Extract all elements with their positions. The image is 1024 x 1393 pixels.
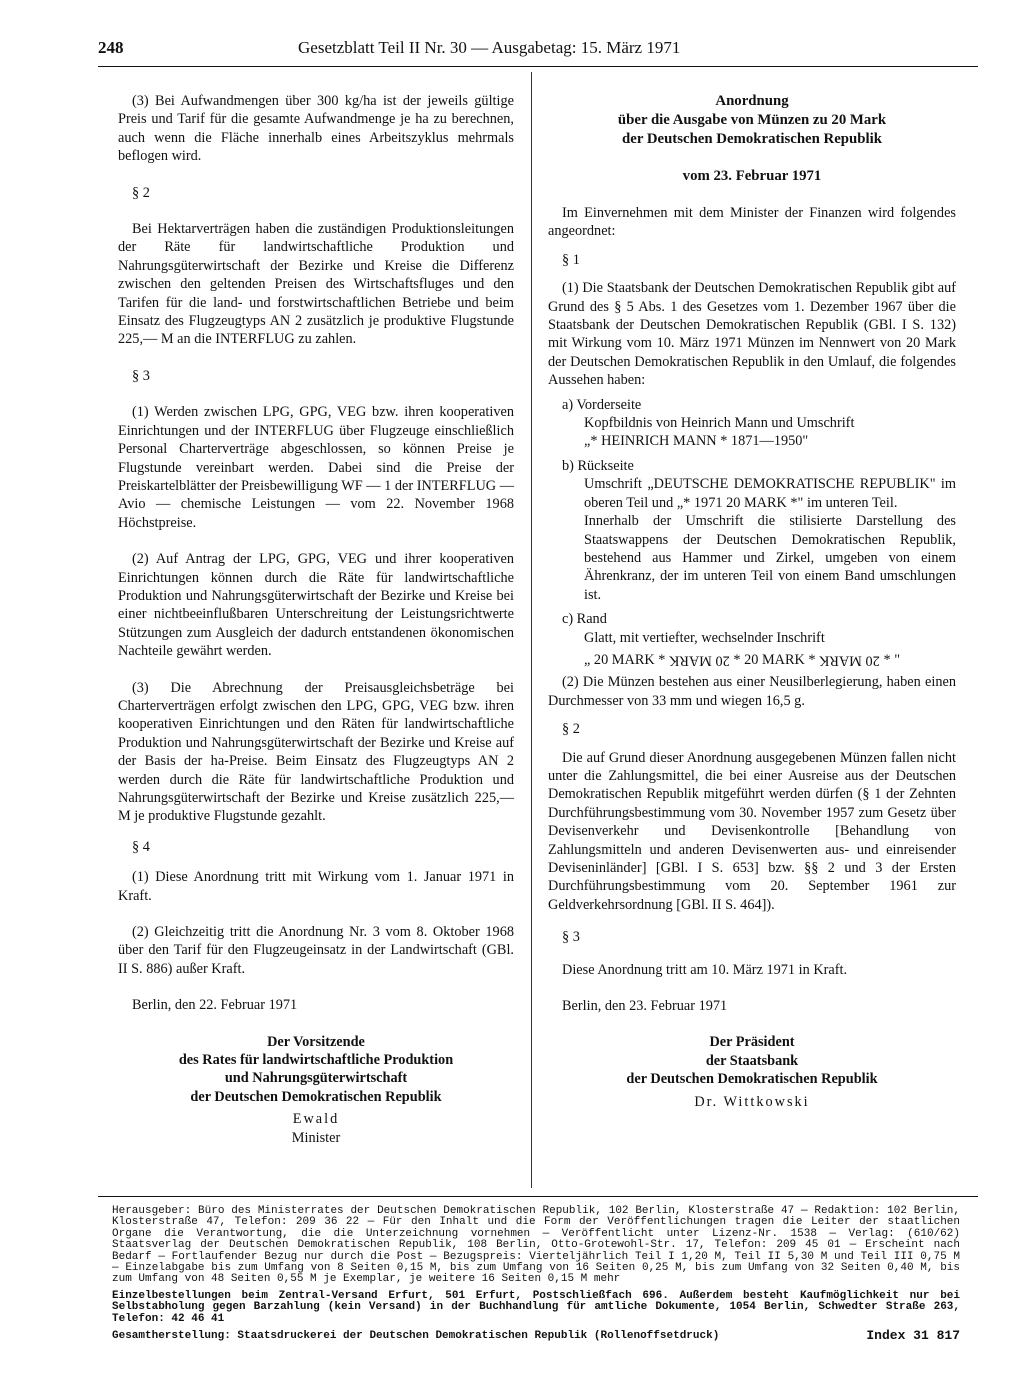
inscription-part: „ 20 MARK *: [584, 651, 669, 668]
imprint: Herausgeber: Büro des Ministerrates der Deutschen Demokratischen Republik, 102 Berlin, Klosterstraße 47 — Redaktion: 102 Berlin, Klosterstraße 47, Telefon: 209 36 22 — Für den Inhalt und die Form der Veröffentlichungen tragen die Leiter der staatlichen Organe die Verantwortung, die die Unterzeichnung vornehmen — Veröffentlicht unter Lizenz-Nr. 1538 — Verlag: (610/62) Staatsverlag der Deutschen Demokratischen Republik, 108 Berlin, Otto-Grotewohl-Str. 17, Telefon: 209 45 01 — Erscheint nach Bedarf — Fortlaufender Bezug nur durch die Post — Bezugspreis: Vierteljährlich Teil I 1,20 M, Teil II 5,30 M und Teil III 0,75 M — Einzelabgabe bis zum Umfang von 8 Seiten 0,15 M, bis zum Umfang von 16 Seiten 0,25 M, bis zum Umfang von 32 Seiten 0,40 M, bis zum Umfang von 48 Seiten 0,55 M je Exemplar, je weitere 16 Seiten 0,15 M mehr: [112, 1205, 960, 1286]
header-title: Gesetzblatt Teil II Nr. 30 — Ausgabetag: 15. März 1971: [298, 38, 681, 57]
right-column: [548, 92, 956, 1111]
signature-title: der Deutschen Demokratischen Republik: [626, 1071, 878, 1088]
list-text: Innerhalb der Umschrift die stilisierte Darstellung des Staatswappens der Deutschen Demokratischen Republik, bestehend aus Hammer und Zirkel, umgeben von einem Ährenkranz, der im unteren Teil von einem Band umschlungen ist.: [584, 513, 956, 603]
index-number: Index 31 817: [866, 1328, 960, 1343]
left-column: [118, 92, 514, 1147]
section-heading: § 4: [132, 838, 150, 855]
signature-name: Dr. Wittkowski: [694, 1093, 810, 1110]
list-text: „* HEINRICH MANN * 1871—1950": [584, 433, 809, 450]
paragraph: (3) Bei Aufwandmengen über 300 kg/ha ist der jeweils gültige Preis und Tarif für die gesamte Aufwandmenge je ha zu berechnen, auch wenn die Fläche innerhalb eines Arbeitszyklus mehrmals beflogen wird.: [118, 93, 514, 165]
section-heading: § 1: [562, 251, 580, 268]
inscription-inverted: 20 MARK: [819, 652, 880, 669]
paragraph: (1) Diese Anordnung tritt mit Wirkung vom 1. Januar 1971 in Kraft.: [118, 869, 514, 904]
paragraph: (2) Auf Antrag der LPG, GPG, VEG und ihrer kooperativen Einrichtungen können durch die Räte für landwirtschaftliche Produktion und Nahrungsgüterwirtschaft der Bezirke und Kreise bei einer nichtbeeinflußbaren Unterschreitung der Leistungsrichtwerte Stützungen zum Ausgleich der dadurch entstandenen ökonomischen Nachteile gewährt werden.: [118, 551, 514, 660]
header-rule: [98, 66, 978, 67]
decree-title: Anordnung: [715, 93, 789, 109]
signature-title: Der Vorsitzende: [267, 1033, 365, 1050]
section-heading: § 2: [132, 184, 150, 201]
signature-role: Minister: [291, 1129, 341, 1146]
paragraph: (3) Die Abrechnung der Preisausgleichsbeträge bei Charterverträgen erfolgt zwischen den LPG, GPG, VEG bzw. ihren kooperativen Einrichtungen und den Räten für landwirtschaftliche Produktion und Nahrungsgüterwirtschaft der Bezirke und Kreise auf der Basis der ha-Preise. Beim Einsatz des Flugzeugtyps AN 2 werden durch die Räte für landwirtschaftliche Produktion und Nahrungsgüterwirtschaft der Bezirke und Kreise zusätzlich 225,— M je produktive Flugstunde gezahlt.: [118, 679, 514, 825]
signature-title: Der Präsident: [709, 1034, 795, 1051]
footer-rule: [98, 1196, 978, 1197]
edge-inscription: [584, 651, 956, 669]
paragraph: Diese Anordnung tritt am 10. März 1971 in Kraft.: [562, 961, 848, 978]
paragraph: Die auf Grund dieser Anordnung ausgegebenen Münzen fallen nicht unter die Zahlungsmittel, die bei einer Ausreise aus der Deutschen Demokratischen Republik mitgeführt werden dürfen (§ 1 der Zehnten Durchführungsbestimmung vom 30. November 1957 zum Gesetz über Devisenverkehr und Devisenkontrolle [Behandlung von Zahlungsmitteln und anderen Devisenwerten aus- und einreisender Deviseninländer] [GBl. I S. 653] bzw. §§ 2 und 3 der Ersten Durchführungsbestimmung vom 20. September 1961 zur Geldverkehrsordnung [GBl. II S. 464]).: [548, 749, 956, 913]
printer-text: Gesamtherstellung: Staatsdruckerei der Deutschen Demokratischen Republik (Rollenoffsetdruck): [112, 1330, 720, 1342]
signature-title: des Rates für landwirtschaftliche Produktion: [178, 1052, 454, 1069]
printer-line: [112, 1330, 960, 1342]
section-heading: § 3: [562, 929, 580, 946]
decree-title: über die Ausgabe von Münzen zu 20 Mark: [617, 112, 887, 128]
signature-name: Ewald: [292, 1111, 340, 1128]
page-number: 248: [98, 38, 124, 57]
paragraph: (2) Gleichzeitig tritt die Anordnung Nr. 3 vom 8. Oktober 1968 über den Tarif für den Flugzeugeinsatz in der Landwirtschaft (GBl. II S. 886) außer Kraft.: [118, 924, 514, 977]
list-label: c) Rand: [562, 611, 607, 628]
place-date: Berlin, den 23. Februar 1971: [562, 998, 728, 1015]
decree-date: vom 23. Februar 1971: [682, 168, 822, 184]
column-divider: [531, 72, 532, 1188]
paragraph: (1) Werden zwischen LPG, GPG, VEG bzw. ihren kooperativen Einrichtungen und der INTERFLUG über Flugzeuge einschließlich Personal Charterverträge abgeschlossen, so können Preise je Flugstunde vereinbart werden. Dabei sind die Preise der Preiskartelblätter der Preisbewilligung WF — 1 der INTERFLUG — Avio — chemische Leistungen — vom 22. November 1968 Höchstpreise.: [118, 404, 515, 531]
list-label: a) Vorderseite: [562, 396, 642, 413]
list-text: Kopfbildnis von Heinrich Mann und Umschrift: [584, 415, 855, 432]
paragraph: Im Einvernehmen mit dem Minister der Finanzen wird folgendes angeordnet:: [548, 205, 956, 240]
inscription-part: * 20 MARK *: [729, 651, 820, 668]
paragraph: (1) Die Staatsbank der Deutschen Demokratischen Republik gibt auf Grund des § 5 Abs. 1 des Gesetzes vom 1. Dezember 1967 über die Staatsbank der Deutschen Demokratischen Republik (GBl. I S. 132) mit Wirkung vom 10. März 1971 Münzen im Nennwert von 20 Mark der Deutschen Demokratischen Republik in den Umlauf, die folgendes Aussehen haben:: [548, 280, 956, 389]
section-heading: § 3: [132, 367, 150, 384]
place-date: Berlin, den 22. Februar 1971: [132, 997, 298, 1014]
list-text: Glatt, mit vertiefter, wechselnder Inschrift: [584, 629, 825, 646]
inscription-inverted: 20 MARK: [669, 652, 730, 669]
order-info: Einzelbestellungen beim Zentral-Versand Erfurt, 501 Erfurt, Postschließfach 696. Außerdem besteht Kaufmöglichkeit nur bei Selbstabholung gegen Barzahlung (kein Versand) in der Buchhandlung für amtliche Dokumente, 1054 Berlin, Schwedter Straße 263, Telefon: 42 46 41: [112, 1290, 960, 1325]
list-text: Umschrift „DEUTSCHE DEMOKRATISCHE REPUBLIK" im oberen Teil und „* 1971 20 MARK *" im unteren Teil.: [584, 476, 956, 511]
paragraph: (2) Die Münzen bestehen aus einer Neusilberlegierung, haben einen Durchmesser von 33 mm und wiegen 16,5 g.: [548, 674, 956, 709]
paragraph: Bei Hektarverträgen haben die zuständigen Produktionsleitungen der Räte für landwirtschaftliche Produktion und Nahrungsgüterwirtschaft der Bezirke und Kreise die Differenz zwischen den geltenden Preisen des Wirtschaftsfluges und den Tarifen für die land- und forstwirtschaftlichen Betriebe und beim Einsatz des Flugzeugtyps AN 2 zusätzlich je produktive Flugstunde 225,— M an die INTERFLUG zu zahlen.: [118, 221, 514, 348]
section-heading: § 2: [562, 721, 580, 738]
signature-title: und Nahrungsgüterwirtschaft: [224, 1070, 408, 1087]
signature-title: der Deutschen Demokratischen Republik: [190, 1088, 442, 1105]
list-label: b) Rückseite: [562, 457, 634, 474]
signature-title: der Staatsbank: [705, 1052, 799, 1069]
inscription-part: * ": [879, 651, 901, 668]
decree-title: der Deutschen Demokratischen Republik: [622, 131, 882, 147]
